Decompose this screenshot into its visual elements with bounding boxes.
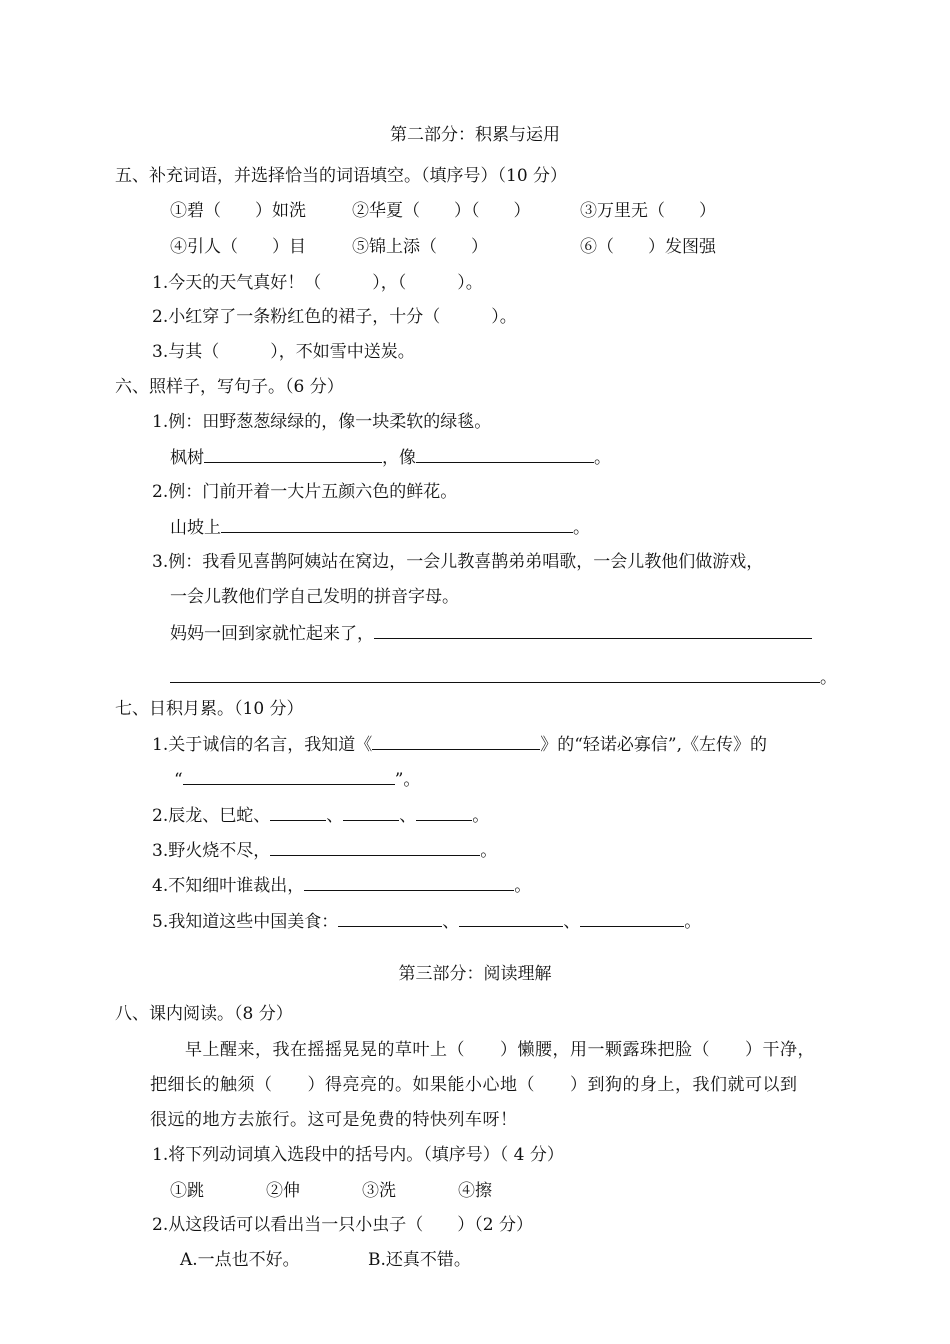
answer-blank[interactable] [416, 446, 594, 463]
q7-item-3 [152, 839, 497, 862]
q7-item-2 [152, 804, 489, 827]
answer-blank[interactable] [270, 839, 480, 856]
q5-word-3: ③万里无（ ） [580, 201, 716, 221]
q6-answer-2-end: 。 [573, 518, 590, 538]
answer-blank[interactable] [459, 910, 563, 927]
period: 。 [514, 876, 532, 896]
answer-blank[interactable] [304, 874, 514, 891]
q5-word-1: ①碧（ ）如洗 [170, 201, 306, 221]
answer-blank[interactable] [270, 804, 326, 821]
separator: 、 [563, 912, 581, 932]
q7-item-1-open-quote: “ [174, 770, 183, 790]
period: 。 [684, 912, 702, 932]
q8-passage-line-2: 把细长的触须（ ）得亮亮的。如果能小心地（ ）到狗的身上，我们就可以到 [150, 1075, 798, 1095]
q7-item-1-prefix: 1.关于诚信的名言，我知道《 [152, 735, 373, 755]
q6-answer-1 [170, 446, 611, 469]
q8-heading: 八、课内阅读。（8 分） [115, 1004, 293, 1024]
q6-example-2: 2.例：门前开着一大片五颜六色的鲜花。 [152, 482, 458, 502]
q5-word-5: ⑤锦上添（ ） [352, 237, 488, 257]
answer-blank[interactable] [374, 622, 812, 639]
q6-answer-2-prefix: 山坡上 [170, 518, 221, 538]
q7-heading: 七、日积月累。（10 分） [115, 699, 304, 719]
q6-answer-1-mid: ，像 [382, 448, 416, 468]
q6-answer-3-prefix: 妈妈一回到家就忙起来了， [170, 624, 374, 644]
q6-example-3-line-2: 一会儿教他们学自己发明的拼音字母。 [170, 587, 459, 607]
q7-item-2-prefix: 2.辰龙、巳蛇、 [152, 806, 271, 826]
q6-answer-1-end: 。 [594, 448, 611, 468]
part3-title: 第三部分：阅读理解 [398, 964, 552, 984]
separator: 、 [326, 806, 344, 826]
q7-item-1-mid: 》的“轻诺必寡信”,《左传》的 [540, 735, 768, 755]
answer-blank[interactable] [170, 666, 820, 683]
q7-item-4-prefix: 4.不知细叶谁裁出， [152, 876, 305, 896]
period: 。 [480, 841, 498, 861]
q7-item-1-close-quote: ”。 [394, 770, 421, 790]
q7-item-4 [152, 874, 531, 897]
answer-blank[interactable] [416, 804, 472, 821]
answer-blank[interactable] [372, 733, 540, 750]
q6-answer-3 [170, 622, 812, 645]
q6-example-3-line-1: 3.例：我看见喜鹊阿姨站在窝边，一会儿教喜鹊弟弟唱歌，一会儿教他们做游戏， [152, 552, 764, 572]
part2-title: 第二部分：积累与运用 [390, 125, 560, 145]
q7-item-1 [152, 733, 767, 756]
answer-blank[interactable] [338, 910, 442, 927]
q5-heading: 五、补充词语，并选择恰当的词语填空。（填序号）（10 分） [115, 166, 568, 186]
q8-option-b[interactable]: B.还真不错。 [368, 1250, 471, 1270]
answer-blank[interactable] [221, 516, 573, 533]
q7-item-5-prefix: 5.我知道这些中国美食： [152, 912, 339, 932]
q8-subquestion-1: 1.将下列动词填入选段中的括号内。（填序号）（ 4 分） [152, 1145, 564, 1165]
q8-subquestion-2: 2.从这段话可以看出当一只小虫子（ ）（2 分） [152, 1215, 533, 1235]
q8-option-4[interactable]: ④擦 [458, 1181, 492, 1201]
q6-answer-3-line-2 [170, 666, 837, 689]
q8-passage-line-3: 很远的地方去旅行。这可是免费的特快列车呀！ [150, 1110, 518, 1130]
q8-passage-line-1: 早上醒来，我在摇摇晃晃的草叶上（ ）懒腰，用一颗露珠把脸（ ）干净， [185, 1040, 815, 1060]
q6-example-1: 1.例：田野葱葱绿绿的，像一块柔软的绿毯。 [152, 412, 492, 432]
q8-option-3[interactable]: ③洗 [362, 1181, 396, 1201]
q7-item-1-line-2 [174, 768, 420, 791]
q5-word-6: ⑥（ ）发图强 [580, 237, 716, 257]
q8-option-a[interactable]: A.一点也不好。 [180, 1250, 300, 1270]
answer-blank[interactable] [580, 910, 684, 927]
q5-sentence-1: 1.今天的天气真好！（ ），（ ）。 [152, 273, 483, 293]
answer-blank[interactable] [183, 768, 395, 785]
q6-answer-2 [170, 516, 590, 539]
q5-sentence-3: 3.与其（ ），不如雪中送炭。 [152, 342, 415, 362]
answer-blank[interactable] [343, 804, 399, 821]
q8-option-1[interactable]: ①跳 [170, 1181, 204, 1201]
q7-item-3-prefix: 3.野火烧不尽， [152, 841, 271, 861]
q8-option-2[interactable]: ②伸 [266, 1181, 300, 1201]
answer-blank[interactable] [204, 446, 382, 463]
q6-answer-1-prefix: 枫树 [170, 448, 204, 468]
separator: 、 [442, 912, 460, 932]
q6-heading: 六、照样子，写句子。（6 分） [115, 377, 344, 397]
q5-word-4: ④引人（ ）目 [170, 237, 306, 257]
separator: 、 [399, 806, 417, 826]
period: 。 [472, 806, 490, 826]
q5-word-2: ②华夏（ ）（ ） [352, 201, 531, 221]
q6-answer-3-end: 。 [820, 668, 837, 688]
q5-sentence-2: 2.小红穿了一条粉红色的裙子，十分（ ）。 [152, 307, 517, 327]
q7-item-5 [152, 910, 701, 933]
